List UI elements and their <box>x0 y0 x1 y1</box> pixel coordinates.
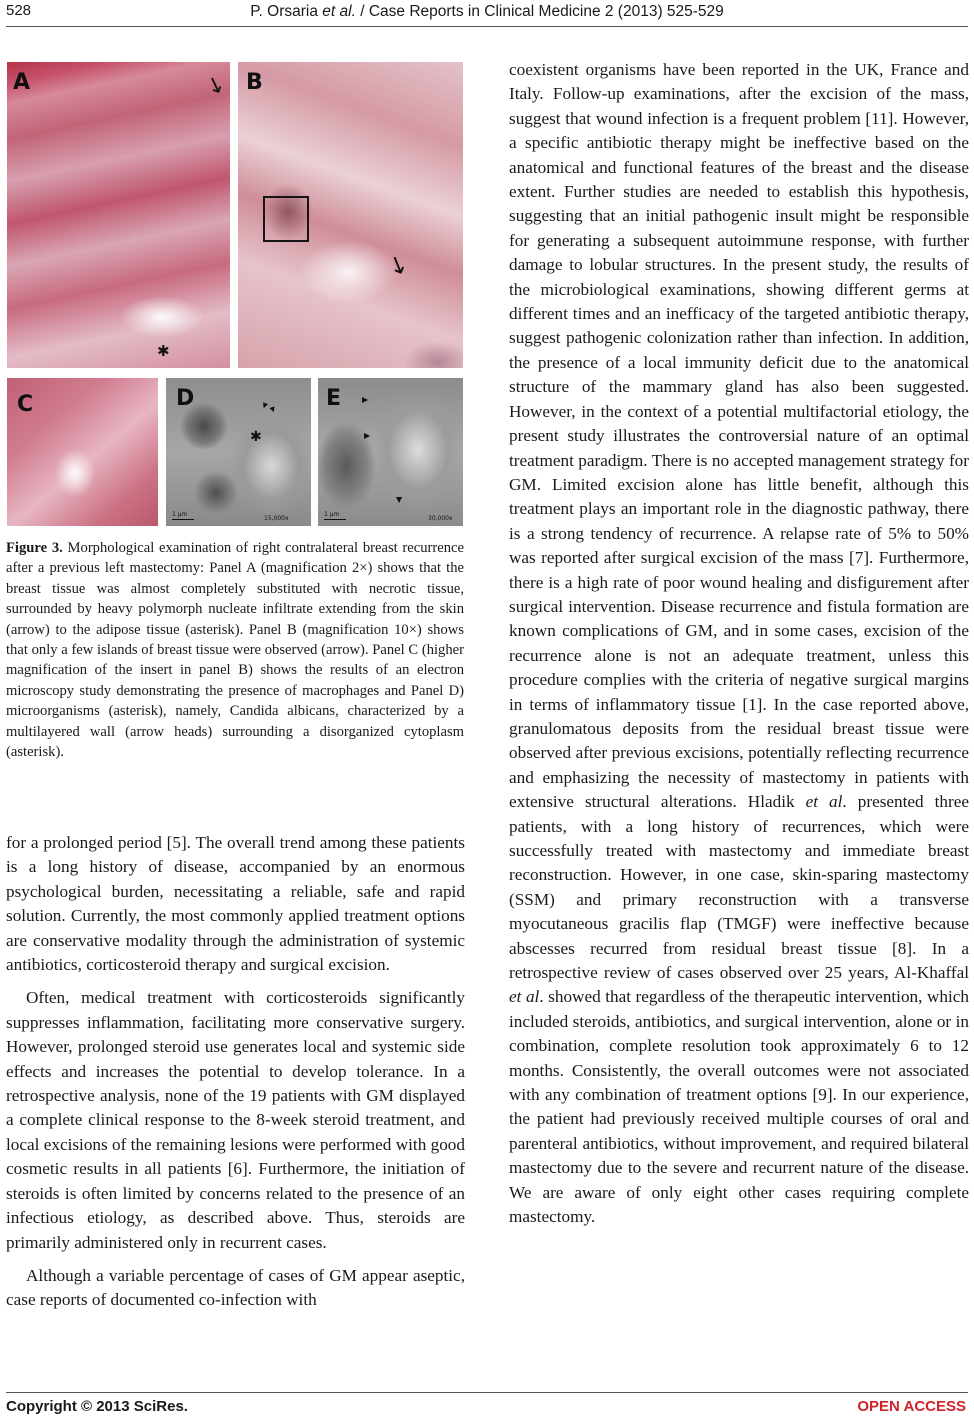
footer-copyright: Copyright © 2013 SciRes. <box>6 1398 188 1415</box>
footer-rule <box>6 1392 968 1393</box>
arrowhead-icon: ▲ <box>268 405 277 415</box>
header-rule <box>6 26 968 27</box>
panel-label-e: E <box>326 386 342 411</box>
scale-label: 1 µm <box>324 511 340 518</box>
left-column <box>6 831 465 1313</box>
text-run: coexistent organisms have been reported in the UK, France and Italy. Follow-up examinations, after the excision of the mass, suggest that wound infection is a frequent problem [11]. However, a specific antibiotic therapy might be ineffective based on the anatomical and functional features of the breast and the disease extent. Further studies are needed to establish this hypothesis, suggesting that an initial pathogenic insult might be responsible for generating a subsequent autoimmune response, with further damage to lobular structures. In the present study, the results of the microbiological examinations, showing different germs at different times and an inefficacy of the targeted antibiotic therapy, suggest pathogenic colonization rather than infection. In addition, the presence of a local immunity deficit due to the anatomical structure of the mammary gland has also been suggested. However, in the context of a potential multifactorial etiology, the present study illustrates the controversial nature of an optimal treatment paradigm. There is no accepted management strategy for GM. Limited excision alone has little benefit, although this treatment plays an important role in the diagnostic pathway, there is a strong tendency of recurrence. A relapse rate of 5% to 50% was reported after surgical excision of the mass [7]. Furthermore, there is a high rate of poor wound healing and disfigurement after surgical intervention. Disease recurrence and fistula formation are known complications of GM, and in some cases, excision of the recurrence alone is not an adequate treatment, unless this procedure complies with the criteria of negative surgical margins in terms of inflammatory tissue [1]. In the case reported above, granulomatous deposits from the residual breast tissue were observed after previous excisions, potentially reflecting recurrence and emphasizing the necessity of mastectomy in patients with extensive structural alterations. Hladik <box>509 60 969 812</box>
figure-panel-d <box>166 378 311 526</box>
paragraph: Often, medical treatment with corticosteroids significantly suppresses inflammation, facilitating more conservative surgery. However, prolonged steroid use generates local and systemic side effects and increases the potential to develop tolerance. In a retrospective analysis, none of the 19 patients with GM displayed a complete clinical response to the 8-week steroid treatment, and local excisions of the remaining lesions were performed with good cosmetic results in all patients [6]. Furthermore, the initiation of steroids is often limited by concerns related to the presence of an infectious etiology, as described above. Thus, steroids are primarily administered only in recurrent cases. <box>6 988 465 1252</box>
paragraph <box>509 58 969 1230</box>
text-run: . showed that regardless of the therapeutic intervention, which included steroids, antibiotics, and surgical intervention, alone or in combination, complete resolution took approximately 6 to 12 months. Consistently, the overall outcomes were not associated with any combination of treatment options [9]. In our experience, the patient had previously received multiple courses of oral and parenteral antibiotics, without improvement, and required bilateral mastectomy due to the severe and recurrent nature of the disease. We are aware of only eight other cases requiring complete mastectomy. <box>509 987 969 1227</box>
caption-label: Figure 3. <box>6 540 63 556</box>
figure-caption <box>6 538 464 762</box>
header-et-al: et al. <box>322 3 356 20</box>
arrowhead-icon: ▲ <box>363 432 373 440</box>
caption-text: Morphological examination of right contralateral breast recurrence after a previous left mastectomy: Panel A (magnification 2×) shows that the breast tissue was almost completely substituted with necrotic tissue, surrounded by heavy polymorph nucleate infiltrate extending from the skin (arrow) to the adipose tissue (asterisk). Panel B (magnification 10×) shows that only a few islands of breast tissue were observed (arrow). Panel C (higher magnification of the insert in panel B) shows the results of an electron microscopy study demonstrating the presence of macrophages and Panel D) microorganisms (asterisk), namely, Candida albicans, characterized by a multilayered wall (arrow heads) surrounding a disorganized cytoplasm (asterisk). <box>6 540 464 761</box>
panel-label-a: A <box>13 70 31 95</box>
scale-bar <box>172 519 194 520</box>
arrow-icon: ↓ <box>202 71 230 102</box>
magnification-label: 30,000x <box>428 515 453 522</box>
figure-panel-c <box>7 378 158 526</box>
panel-label-d: D <box>176 386 195 411</box>
insert-box <box>263 196 309 242</box>
running-header <box>0 3 974 21</box>
panel-label-b: B <box>246 70 263 95</box>
panel-label-c: C <box>17 392 34 417</box>
et-al-italic: et al <box>805 792 843 812</box>
arrowhead-icon: ▲ <box>396 496 403 505</box>
figure-panel-a <box>7 62 230 368</box>
figure-panel-b <box>238 62 463 368</box>
figure-panel-e <box>318 378 463 526</box>
paragraph: Although a variable percentage of cases of GM appear aseptic, case reports of documented co-infection with <box>6 1265 465 1310</box>
arrowhead-icon: ▲ <box>361 396 371 404</box>
magnification-label: 15,000x <box>264 515 289 522</box>
asterisk-icon: ✱ <box>250 429 262 445</box>
paragraph: for a prolonged period [5]. The overall trend among these patients is a long history of disease, accompanied by an enormous psychological burden, necessitating a reliable, safe and rapid solution. Currently, the most commonly applied treatment options are conservative modality through the administration of systemic antibiotics, corticosteroid therapy and surgical excision. <box>6 833 465 975</box>
et-al-italic: et al <box>509 987 540 1007</box>
scale-bar <box>324 519 346 520</box>
page-number: 528 <box>6 2 32 19</box>
header-authors: P. Orsaria <box>250 3 318 20</box>
open-access-label: OPEN ACCESS <box>857 1398 966 1415</box>
arrowhead-icon: ▲ <box>260 401 269 411</box>
right-column <box>509 58 969 1230</box>
header-citation: / Case Reports in Clinical Medicine 2 (2013) 525-529 <box>360 3 724 20</box>
arrow-icon: ↓ <box>383 249 413 283</box>
asterisk-icon: ✱ <box>157 342 170 360</box>
text-run: . presented three patients, with a long history of recurrences, which were successfully treated with mastectomy and immediate breast reconstruction. However, in one case, skin-sparing mastectomy (SSM) and primary reconstruction with a transverse myocutaneous gracilis flap (TMGF) were ineffective because abscesses recurred from residual breast tissue [8]. In a retrospective review of cases observed over 25 years, Al-Khaffal <box>509 792 969 983</box>
scale-label: 1 µm <box>172 511 188 518</box>
